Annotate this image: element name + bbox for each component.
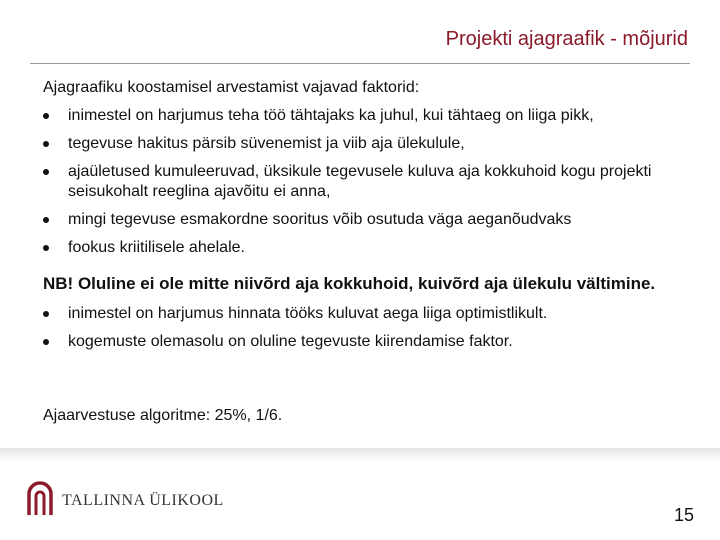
nb-note: NB! Oluline ei ole mitte niivõrd aja kokkuhoid, kuivõrd aja ülekulu vältimine. — [43, 274, 656, 293]
nb-list — [43, 304, 683, 352]
bullet-icon — [43, 245, 49, 251]
bullet-icon — [43, 339, 49, 345]
page-number: 15 — [673, 505, 694, 525]
title-divider — [30, 63, 690, 64]
list-item — [43, 106, 683, 126]
slide-content — [43, 73, 683, 426]
list-item — [43, 134, 683, 154]
list-item-text: fookus kriitilisele ahelale. — [68, 239, 245, 256]
list-item — [43, 332, 683, 352]
list-item-text: inimestel on harjumus teha töö tähtajaks ka juhul, kui tähtaeg on liiga pikk, — [68, 107, 594, 124]
tallinn-university-arch-icon — [26, 480, 54, 521]
list-item-text: ajaületused kumuleeruvad, üksikule tegevusele kuluva aja kokkuhoid kogu projekti seisukohalt reeglina ajavõitu ei anna, — [68, 163, 652, 200]
slide-title: Projekti ajagraafik - mõjurid — [445, 28, 688, 50]
list-item-text: inimestel on harjumus hinnata tööks kuluvat aega liiga optimistlikult. — [68, 305, 548, 322]
footer-divider — [0, 448, 720, 462]
bullet-icon — [43, 113, 49, 119]
list-item — [43, 304, 683, 324]
list-item-text: tegevuse hakitus pärsib süvenemist ja viib aja ülekulule, — [68, 135, 465, 152]
list-item — [43, 238, 683, 258]
factor-list — [43, 106, 683, 258]
list-item-text: mingi tegevuse esmakordne sooritus võib osutuda väga aeganõudvaks — [68, 211, 572, 228]
bullet-icon — [43, 217, 49, 223]
university-name: TALLINNA ÜLIKOOL — [62, 492, 224, 509]
intro-text: Ajagraafiku koostamisel arvestamist vajavad faktorid: — [43, 79, 420, 96]
bullet-icon — [43, 169, 49, 175]
list-item — [43, 210, 683, 230]
algorithm-text: Ajaarvestuse algoritme: 25%, 1/6. — [43, 407, 283, 424]
list-item — [43, 162, 683, 202]
list-item-text: kogemuste olemasolu on oluline tegevuste kiirendamise faktor. — [68, 333, 513, 350]
bullet-icon — [43, 311, 49, 317]
bullet-icon — [43, 141, 49, 147]
